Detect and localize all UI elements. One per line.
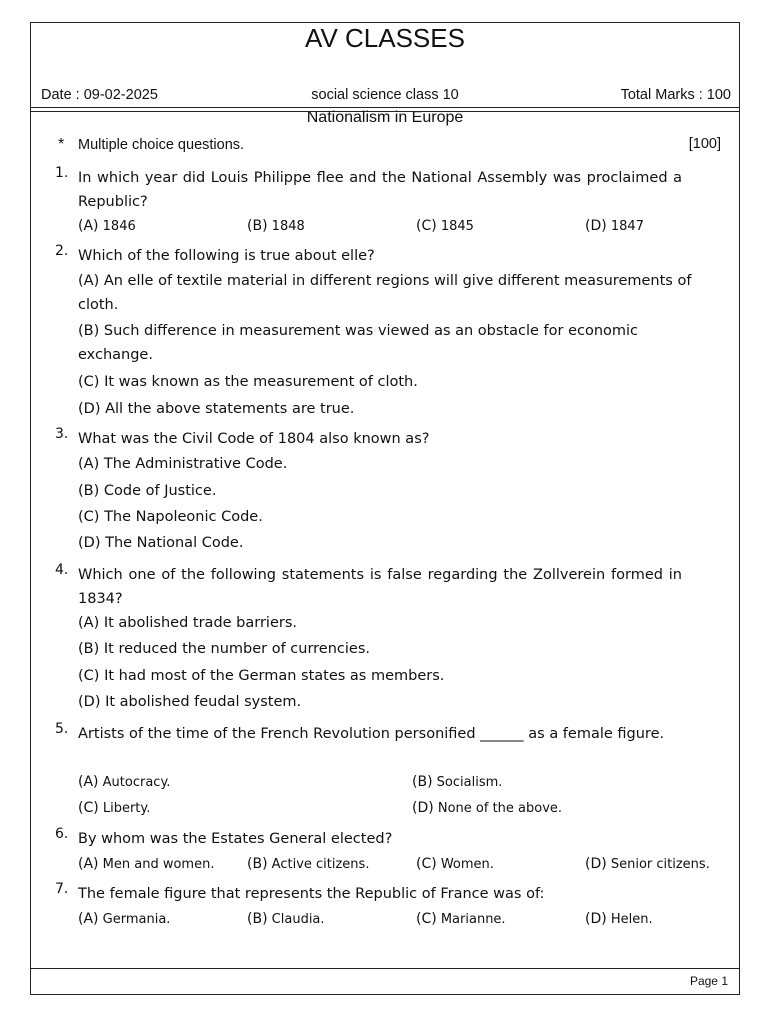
subject-line: social science class 10 <box>311 87 459 103</box>
question-number: 1. <box>55 165 69 181</box>
header-divider-top <box>30 107 740 108</box>
star-icon: * <box>58 136 65 153</box>
header-divider-bottom <box>30 111 740 112</box>
footer-divider <box>30 968 740 969</box>
page-number: Page 1 <box>689 974 728 988</box>
option-b: (B) Such difference in measurement was viewed as an obstacle for economic exchange. <box>78 323 639 363</box>
question-text: In which year did Louis Philippe flee and the National Assembly was proclaimed a Republic? <box>78 170 682 210</box>
option-c: (C) Women. <box>416 856 494 872</box>
section-title: Multiple choice questions. <box>78 137 245 153</box>
question-number: 2. <box>55 243 69 259</box>
option-a: (A) Autocracy. <box>78 774 171 790</box>
option-b: (B) It reduced the number of currencies. <box>78 641 371 657</box>
option-d: (D) Senior citizens. <box>585 856 710 872</box>
option-a: (A) The Administrative Code. <box>78 456 288 472</box>
page-title: AV CLASSES <box>305 23 465 53</box>
question-number: 3. <box>55 426 69 442</box>
question-number: 4. <box>55 562 69 578</box>
option-a: (A) An elle of textile material in different regions will give different measurements of cloth. <box>78 273 692 313</box>
question-text: The female figure that represents the Republic of France was of: <box>78 886 545 902</box>
option-b: (B) Active citizens. <box>247 856 370 872</box>
option-a: (A) It abolished trade barriers. <box>78 615 298 631</box>
option-c: (C) It had most of the German states as members. <box>78 668 445 684</box>
question-number: 5. <box>55 721 69 737</box>
section-heading <box>58 136 244 154</box>
exam-date: Date : 09-02-2025 <box>41 87 158 103</box>
option-d: (D) All the above statements are true. <box>78 401 355 417</box>
option-a: (A) 1846 <box>78 218 136 234</box>
option-c: (C) 1845 <box>416 218 474 234</box>
option-d: (D) The National Code. <box>78 535 244 551</box>
option-c: (C) It was known as the measurement of cloth. <box>78 374 418 390</box>
question-text: Artists of the time of the French Revolution personified ______ as a female figure. <box>78 726 665 742</box>
option-d: (D) None of the above. <box>412 800 563 816</box>
question-text: By whom was the Estates General elected? <box>78 831 393 847</box>
option-c: (C) Liberty. <box>78 800 151 816</box>
option-d: (D) It abolished feudal system. <box>78 694 302 710</box>
chapter-title: Nationalism in Europe <box>306 109 464 126</box>
section-marks: [100] <box>688 136 721 152</box>
option-b: (B) Code of Justice. <box>78 483 217 499</box>
option-c: (C) Marianne. <box>416 911 506 927</box>
option-b: (B) 1848 <box>247 218 305 234</box>
question-number: 7. <box>55 881 69 897</box>
question-text: Which of the following is true about elle? <box>78 248 375 264</box>
option-a: (A) Men and women. <box>78 856 215 872</box>
total-marks: Total Marks : 100 <box>620 87 731 103</box>
option-d: (D) Helen. <box>585 911 653 927</box>
option-c: (C) The Napoleonic Code. <box>78 509 263 525</box>
question-number: 6. <box>55 826 69 842</box>
option-a: (A) Germania. <box>78 911 171 927</box>
option-b: (B) Socialism. <box>412 774 503 790</box>
option-d: (D) 1847 <box>585 218 644 234</box>
question-text: What was the Civil Code of 1804 also known as? <box>78 431 430 447</box>
question-text: Which one of the following statements is false regarding the Zollverein formed in 1834? <box>78 567 682 607</box>
option-b: (B) Claudia. <box>247 911 325 927</box>
